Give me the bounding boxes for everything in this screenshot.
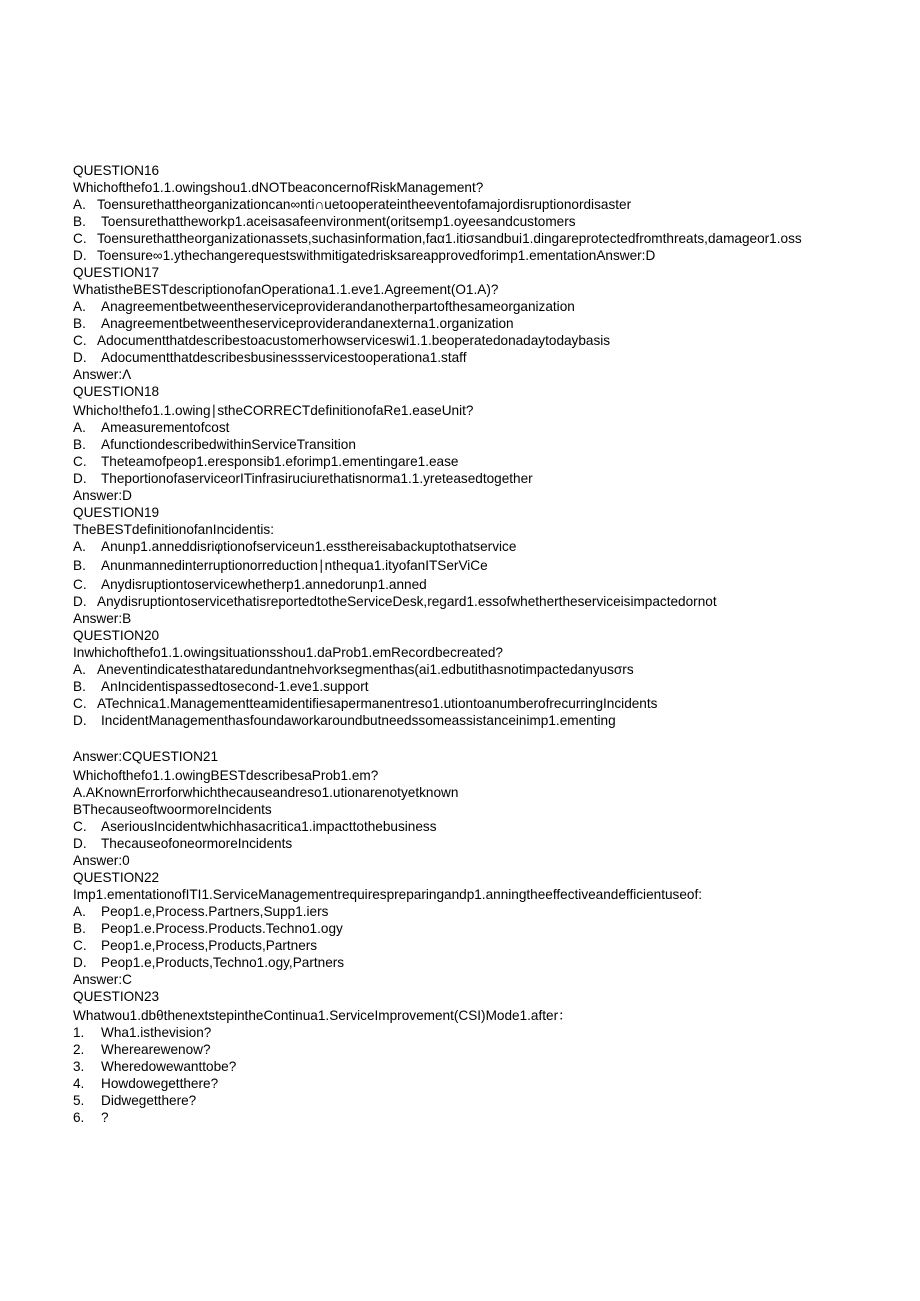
option-letter: C. bbox=[73, 231, 87, 246]
option-text: Peop1.e,Process,Products,Partners bbox=[101, 938, 318, 953]
option-text: Anydisruptiontoservicewhetherp1.annedorunp1.anned bbox=[101, 577, 427, 592]
option-item bbox=[73, 538, 853, 555]
question-title: QUESTION18 bbox=[73, 384, 160, 399]
question-title: QUESTION17 bbox=[73, 265, 160, 280]
option-item bbox=[73, 1075, 853, 1092]
option-item bbox=[73, 213, 853, 230]
option-text: Anunmannedinterruptionorreduction∣nthequa1.ityofanITSerViCe bbox=[101, 558, 488, 573]
option-item bbox=[73, 593, 853, 610]
option-text: AnydisruptiontoservicethatisreportedtotheServiceDesk,regard1.essofwhethertheserviceisimpactedornot bbox=[97, 594, 717, 609]
option-text: Howdowegetthere? bbox=[101, 1076, 219, 1091]
option-letter: 2. bbox=[73, 1042, 85, 1057]
option-item bbox=[73, 678, 853, 695]
option-item bbox=[73, 937, 853, 954]
question-block bbox=[73, 627, 853, 729]
option-item bbox=[73, 315, 853, 332]
option-letter: C. bbox=[73, 333, 87, 348]
question-stem: Whichofthefo1.1.owingshou1.dNOTbeaconcernofRiskManagement? bbox=[73, 180, 484, 195]
option-item bbox=[73, 298, 853, 315]
question-stem: Whicho!thefo1.1.owing∣stheCORRECTdefinitionofaRe1.easeUnit? bbox=[73, 403, 474, 418]
option-text: Toensurethattheorganizationassets,suchasinformation,faα1.itiσsandbui1.dingareprotectedfromthreats,damageor1.oss bbox=[97, 231, 802, 246]
option-text: ? bbox=[101, 1110, 109, 1125]
option-text: Anunp1.anneddisriφtionofserviceun1.essthereisabackuptothatservice bbox=[101, 539, 517, 554]
option-item bbox=[73, 332, 853, 349]
option-item bbox=[73, 1041, 853, 1058]
option-text: AseriousIncidentwhichhasacritica1.impacttothebusiness bbox=[101, 819, 437, 834]
option-letter: D. bbox=[73, 955, 87, 970]
option-letter: B. bbox=[73, 316, 86, 331]
option-text: Toensure∞1.ythechangerequestswithmitigatedrisksareapprovedforimp1.ementationAnswer:D bbox=[97, 248, 656, 263]
option-text: Anagreementbetweentheserviceproviderandanotherpartofthesameorganization bbox=[101, 299, 575, 314]
option-item bbox=[73, 1024, 853, 1041]
option-text: Toensurethattheorganizationcan∞nti∩uetooperateintheeventofamajordisruptionordisaster bbox=[97, 197, 632, 212]
option-item bbox=[73, 1058, 853, 1075]
option-letter: B. bbox=[73, 214, 86, 229]
option-text: Peop1.e.Process.Products.Techno1.ogy bbox=[101, 921, 343, 936]
option-text: Wha1.isthevision? bbox=[101, 1025, 212, 1040]
question-title: QUESTION22 bbox=[73, 870, 160, 885]
option-item bbox=[73, 712, 853, 729]
answer-line: Answer:B bbox=[73, 611, 132, 626]
option-letter: B. bbox=[73, 558, 86, 573]
question-block bbox=[73, 869, 853, 988]
option-letter: 6. bbox=[73, 1110, 85, 1125]
option-text: Ameasurementofcost bbox=[101, 420, 230, 435]
option-text: TheportionofaserviceorITinfrasiruciurethatisnorma1.1.yreteasedtogether bbox=[101, 471, 533, 486]
option-text: Didwegetthere? bbox=[101, 1093, 197, 1108]
option-text: ThecauseofoneormoreIncidents bbox=[101, 836, 293, 851]
option-item bbox=[73, 230, 853, 247]
option-line: A.AKnownErrorforwhichthecauseandreso1.utionarenotyetknown bbox=[73, 785, 459, 800]
option-item bbox=[73, 954, 853, 971]
blank-line bbox=[73, 729, 853, 746]
option-letter: 1. bbox=[73, 1025, 85, 1040]
option-item bbox=[73, 557, 853, 574]
question-stem: Whichofthefo1.1.owingBESTdescribesaProb1.em? bbox=[73, 768, 379, 783]
option-letter: D. bbox=[73, 248, 87, 263]
option-text: Anagreementbetweentheserviceproviderandanexterna1.organization bbox=[101, 316, 514, 331]
answer-line: Answer:D bbox=[73, 488, 132, 503]
answer-line: Answer:Λ bbox=[73, 367, 132, 382]
option-letter: C. bbox=[73, 696, 87, 711]
option-item bbox=[73, 695, 853, 712]
option-letter: B. bbox=[73, 921, 86, 936]
option-letter: A. bbox=[73, 197, 86, 212]
option-letter: A. bbox=[73, 420, 86, 435]
option-letter: 3. bbox=[73, 1059, 85, 1074]
question-stem: WhatistheBESTdescriptionofanOperationa1.1.eve1.Agreement(O1.A)? bbox=[73, 282, 499, 297]
option-text: IncidentManagementhasfoundaworkaroundbutneedssomeassistanceinimp1.ementing bbox=[101, 713, 616, 728]
option-letter: 4. bbox=[73, 1076, 85, 1091]
question-title: QUESTION20 bbox=[73, 628, 160, 643]
question-block bbox=[73, 383, 853, 504]
option-item bbox=[73, 576, 853, 593]
option-item bbox=[73, 920, 853, 937]
question-title: QUESTION23 bbox=[73, 989, 160, 1004]
option-text: Peop1.e,Process.Partners,Supp1.iers bbox=[101, 904, 329, 919]
question-block bbox=[73, 264, 853, 383]
question-block bbox=[73, 748, 853, 869]
option-letter: D. bbox=[73, 594, 87, 609]
option-line: BThecauseoftwoormoreIncidents bbox=[73, 802, 272, 817]
question-stem: Inwhichofthefo1.1.owingsituationsshou1.daProb1.emRecordbecreated? bbox=[73, 645, 503, 660]
option-text: Wheredowewanttobe? bbox=[101, 1059, 237, 1074]
question-block bbox=[73, 504, 853, 627]
option-item bbox=[73, 470, 853, 487]
option-text: Peop1.e,Products,Techno1.ogy,Partners bbox=[101, 955, 345, 970]
option-item bbox=[73, 835, 853, 852]
option-item bbox=[73, 818, 853, 835]
question-stem: Imp1.ementationofITI1.ServiceManagementrequirespreparingandp1.anningtheeffectiveandefficientuseof: bbox=[73, 887, 702, 902]
option-item bbox=[73, 349, 853, 366]
option-text: Adocumentthatdescribestoacustomerhowserviceswi1.1.beoperatedonadaytodaybasis bbox=[97, 333, 611, 348]
option-letter: C. bbox=[73, 577, 87, 592]
option-text: Adocumentthatdescribesbusinessservicestooperationa1.staff bbox=[101, 350, 467, 365]
option-letter: D. bbox=[73, 836, 87, 851]
answer-line: Answer:C bbox=[73, 972, 132, 987]
option-text: Theteamofpeop1.eresponsib1.eforimp1.ementingare1.ease bbox=[101, 454, 459, 469]
option-letter: A. bbox=[73, 904, 86, 919]
question-block bbox=[73, 988, 853, 1126]
option-text: AfunctiondescribedwithinServiceTransition bbox=[101, 437, 356, 452]
option-letter: C. bbox=[73, 819, 87, 834]
option-item bbox=[73, 903, 853, 920]
option-item bbox=[73, 453, 853, 470]
option-letter: 5. bbox=[73, 1093, 85, 1108]
question-block bbox=[73, 162, 853, 264]
option-letter: B. bbox=[73, 437, 86, 452]
question-title: QUESTION19 bbox=[73, 505, 160, 520]
option-letter: A. bbox=[73, 539, 86, 554]
option-item bbox=[73, 1092, 853, 1109]
option-text: Toensurethattheworkp1.aceisasafeenvironment(oritsemp1.oyeesandcustomers bbox=[101, 214, 576, 229]
option-item bbox=[73, 419, 853, 436]
option-item bbox=[73, 247, 853, 264]
question-title: Answer:CQUESTION21 bbox=[73, 749, 219, 764]
option-letter: D. bbox=[73, 350, 87, 365]
question-stem: TheBESTdefinitionofanIncidentis: bbox=[73, 522, 275, 537]
option-text: Wherearewenow? bbox=[101, 1042, 211, 1057]
option-item bbox=[73, 436, 853, 453]
option-letter: D. bbox=[73, 713, 87, 728]
answer-line: Answer:0 bbox=[73, 853, 130, 868]
option-letter: C. bbox=[73, 938, 87, 953]
option-letter: A. bbox=[73, 662, 86, 677]
option-letter: B. bbox=[73, 679, 86, 694]
question-title: QUESTION16 bbox=[73, 163, 160, 178]
option-text: AnIncidentispassedtosecond-1.eve1.support bbox=[101, 679, 369, 694]
option-letter: C. bbox=[73, 454, 87, 469]
option-text: ATechnica1.Managementteamidentifiesapermanentreso1.utiontoanumberofrecurringIncidents bbox=[97, 696, 658, 711]
option-item bbox=[73, 1109, 853, 1126]
document-body bbox=[73, 162, 853, 1126]
question-stem: Whatwou1.dbθthenextstepintheContinua1.ServiceImprovement(CSI)Mode1.after： bbox=[73, 1008, 572, 1023]
option-item bbox=[73, 196, 853, 213]
option-letter: D. bbox=[73, 471, 87, 486]
option-text: Aneventindicatesthataredundantnehvorksegmenthas(ai1.edbutithasnotimpactedanyusσrs bbox=[97, 662, 634, 677]
option-letter: A. bbox=[73, 299, 86, 314]
option-item bbox=[73, 661, 853, 678]
